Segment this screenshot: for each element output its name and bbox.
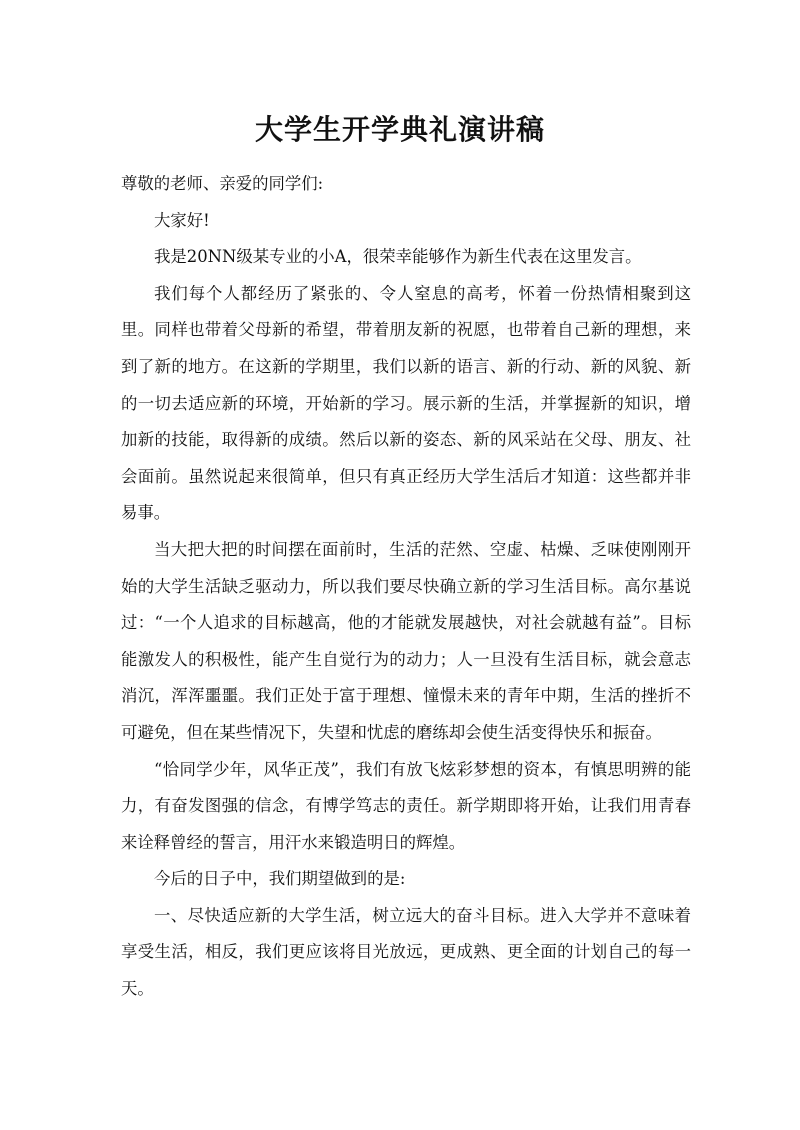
document-body <box>121 166 691 1008</box>
paragraph-youth: “恰同学少年，风华正茂”，我们有放飞炫彩梦想的资本，有慎思明辨的能力，有奋发图强的信念，有博学笃志的责任。新学期即将开始，让我们用青春来诠释曾经的誓言，用汗水来锻造明日的辉煌。 <box>121 759 691 852</box>
paragraph-new-beginning: 我们每个人都经历了紧张的、令人窒息的高考，怀着一份热情相聚到这里。同样也带着父母新的希望，带着朋友新的祝愿，也带着自己新的理想，来到了新的地方。在这新的学期里，我们以新的语言、新的行动、新的风貌、新的一切去适应新的环境，开始新的学习。展示新的生活，并掌握新的知识，增加新的技能，取得新的成绩。然后以新的姿态、新的风采站在父母、朋友、社会面前。虽然说起来很简单，但只有真正经历大学生活后才知道：这些都并非易事。 <box>121 283 691 523</box>
paragraph-introduction: 我是20NN级某专业的小A，很荣幸能够作为新生代表在这里发言。 <box>154 247 642 267</box>
salutation: 尊敬的老师、亲爱的同学们: <box>121 174 324 193</box>
document-title: 大学生开学典礼演讲稿 <box>254 113 545 146</box>
paragraph-greeting: 大家好! <box>154 210 210 230</box>
paragraph-goals: 当大把大把的时间摆在面前时，生活的茫然、空虚、枯燥、乏味使刚刚开始的大学生活缺乏驱动力，所以我们要尽快确立新的学习生活目标。高尔基说过：“一个人追求的目标越高，他的才能就发展越快，对社会就越有益”。目标能激发人的积极性，能产生自觉行为的动力；人一旦没有生活目标，就会意志消沉，浑浑噩噩。我们正处于富于理想、憧憬未来的青年中期，生活的挫折不可避免，但在某些情况下，失望和忧虑的磨练却会使生活变得快乐和振奋。 <box>121 539 691 742</box>
paragraph-expectation-one: 一、尽快适应新的大学生活，树立远大的奋斗目标。进入大学并不意味着享受生活，相反，我们更应该将目光放远，更成熟、更全面的计划自己的每一天。 <box>121 905 691 999</box>
paragraph-expectations-intro: 今后的日子中，我们期望做到的是: <box>154 869 406 889</box>
